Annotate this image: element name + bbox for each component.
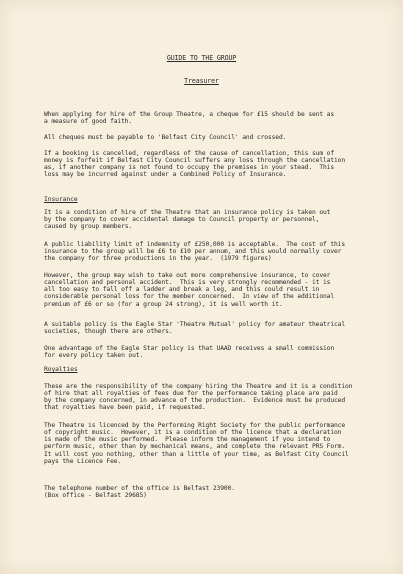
text-line: insurance to the group will be £6 to £10 per annum, and this would normally cover	[44, 248, 342, 256]
text-line: all too easy to fall off a ladder and break a leg, and this could result in	[44, 286, 320, 294]
text-line: considerable personal loss for the member concerned. In view of the additional	[44, 293, 335, 301]
paragraph	[44, 134, 386, 141]
text-line: One advantage of the Eagle Star policy is that UAAD receives a small commission	[44, 345, 335, 352]
text-line: These are the responsibility of the company hiring the Theatre and it is a condition	[44, 383, 353, 390]
paragraph	[44, 485, 386, 499]
section-heading-treasurer: Treasurer	[184, 77, 219, 85]
text-line: by the company to cover accidental damage to Council property or personnel,	[44, 216, 320, 224]
text-line: of copyright music. However, it is a condition of the licence that a declaration	[44, 429, 342, 437]
text-line: A public liability limit of indemnity of £250,000 is acceptable. The cost of this	[44, 241, 346, 248]
text-line: It is a condition of hire of the Theatre that an insurance policy is taken out	[44, 209, 331, 216]
text-line: cancellation and personal accident. This is very strongly recommended - it is	[44, 279, 331, 287]
paragraph	[44, 321, 386, 335]
paragraph	[44, 422, 386, 465]
text-line: All cheques must be payable to 'Belfast City Council' and crossed.	[44, 134, 287, 141]
text-line: money is forfeit if Belfast City Council suffers any loss through the cancellation	[44, 157, 346, 165]
text-line: (Box office - Belfast 29685)	[44, 492, 147, 500]
paragraph	[44, 272, 386, 308]
paragraph	[44, 209, 386, 230]
text-line: as, if another company is not found to occupy the premises in your stead. This	[44, 164, 335, 172]
paragraph	[44, 241, 386, 262]
text-line: a measure of good faith.	[44, 118, 133, 126]
text-line: pays the Licence Fee.	[44, 457, 122, 465]
text-line: However, the group may wish to take out more comprehensive insurance, to cover	[44, 272, 331, 279]
text-line: the company for three productions in the year. (1979 figures)	[44, 255, 272, 263]
text-line: loss may be incurred against under a Combined Policy of Insurance.	[44, 171, 287, 179]
text-line: If a booking is cancelled, regardless of the cause of cancellation, this sum of	[44, 150, 335, 157]
text-line: by the company concerned, in advance of the production. Evidence must be produced	[44, 397, 346, 405]
text-line: is made of the music performed. Please inform the management if you intend to	[44, 436, 331, 444]
text-line: for every policy taken out.	[44, 352, 144, 360]
section-heading-royalties: Royalties	[44, 365, 78, 373]
text-line: perform music, other than by mechanical means, and complete the relevant PRS Form.	[44, 443, 346, 451]
text-line: that royalties have been paid, if requested.	[44, 404, 206, 412]
text-line: of hire that all royalties of fees due for the performance taking place are paid	[44, 390, 338, 398]
text-line: caused by group members.	[44, 223, 133, 231]
text-line: societies, though there are others.	[44, 328, 173, 336]
paragraph	[44, 111, 386, 125]
text-line: A suitable policy is the Eagle Star 'Theatre Mutual' policy for amateur theatrical	[44, 321, 346, 328]
text-line: premium of £6 or so (for a group 24 strong), it is well worth it.	[44, 300, 283, 308]
paragraph	[44, 383, 386, 412]
paragraph	[44, 345, 386, 359]
section-heading-insurance: Insurance	[44, 195, 78, 203]
text-line: When applying for hire of the Group Theatre, a cheque for £15 should be sent as	[44, 111, 335, 118]
text-line: The Theatre is licenced by the Performing Right Society for the public performance	[44, 422, 346, 429]
page-title: GUIDE TO THE GROUP	[166, 54, 237, 62]
text-line: It will cost you nothing, other than a little of your time, as Belfast City Council	[44, 450, 349, 458]
paragraph	[44, 150, 386, 179]
text-line: The telephone number of the office is Belfast 23900.	[44, 485, 235, 492]
